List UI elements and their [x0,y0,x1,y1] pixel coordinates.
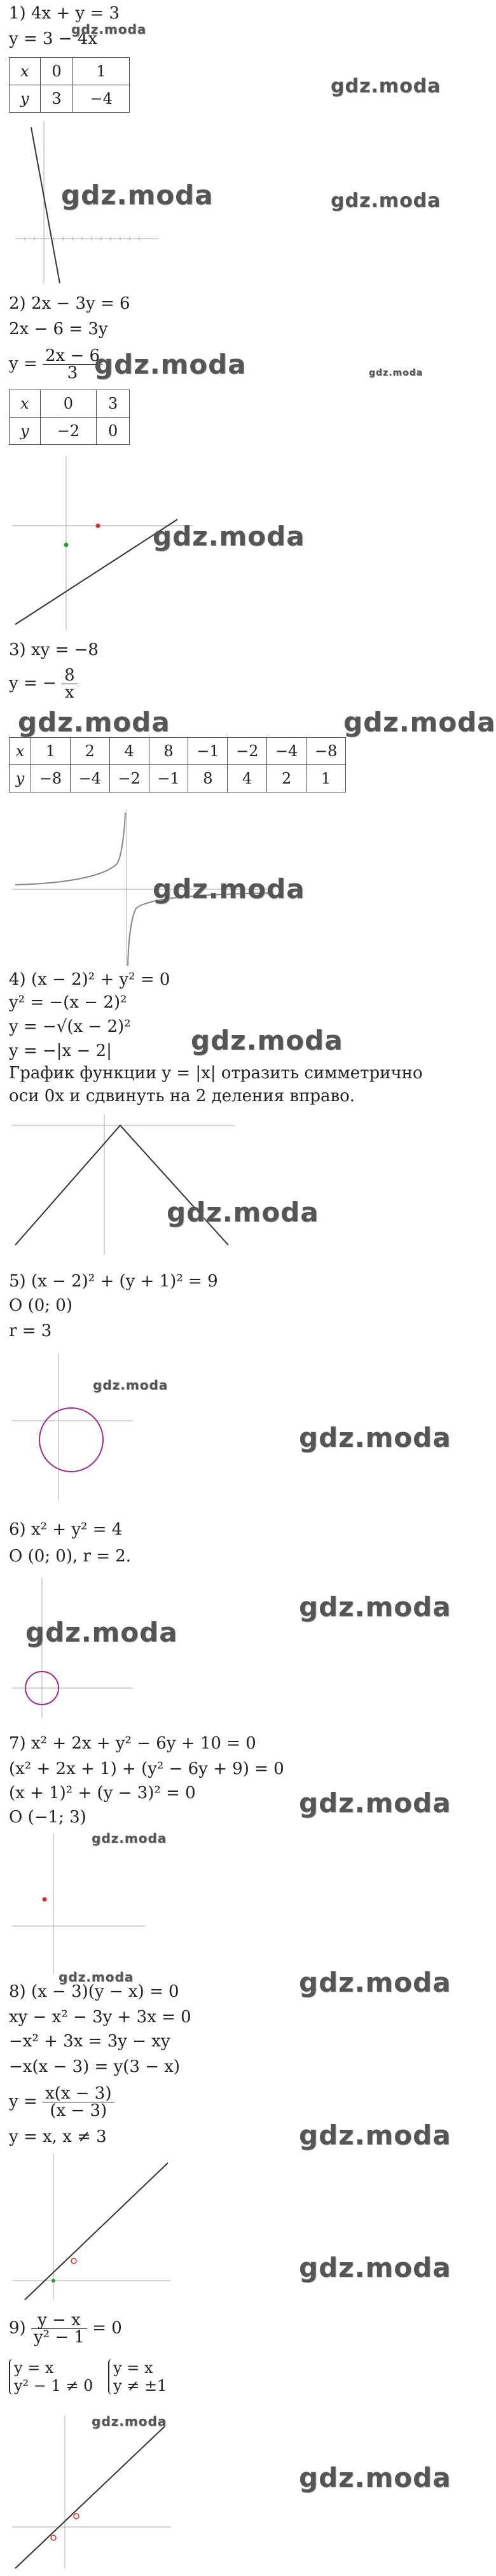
task7-step2: (x + 1)² + (y − 3)² = 0 [9,1784,196,1803]
task2-equation: 2) 2x − 3y = 6 [9,294,130,313]
fraction-numerator: 8 [62,667,78,684]
watermark: gdz.moda [331,190,441,212]
table-cell: 3 [97,390,130,418]
task2-step: 2x − 6 = 3y [9,320,108,339]
task4-graph [9,1111,238,1258]
task8-formula [9,2085,114,2119]
system-line: y = x [14,2359,54,2377]
table-cell: y [10,85,41,113]
task2-formula [9,348,102,381]
fraction [31,2312,87,2346]
table-cell: −2 [109,765,149,792]
fraction [43,2085,114,2119]
table-cell: x [10,58,41,85]
task8-result: y = x, x ≠ 3 [9,2127,107,2146]
table-cell: x [10,738,31,765]
task4-step3: y = −|x − 2| [9,1041,112,1060]
table-cell: 0 [97,418,130,445]
watermark: gdz.moda [299,1422,451,1453]
table-cell: −4 [70,765,109,792]
fraction [43,348,102,381]
task3-equation: 3) xy = −8 [9,640,99,659]
table-cell: 2 [267,765,307,792]
table-cell: −8 [31,765,70,792]
watermark: gdz.moda [61,179,214,211]
task1-equation: 1) 4x + y = 3 [9,4,120,23]
watermark: gdz.moda [331,75,441,97]
formula-lhs: y = − [9,673,57,693]
system-1 [9,2359,93,2395]
fraction-denominator: y² − 1 [33,2328,85,2347]
task7-equation: 7) x² + 2x + y² − 6y + 10 = 0 [9,1734,256,1753]
task4-step2: y = −√(x − 2)² [9,1017,131,1036]
table-cell: 1 [31,738,70,765]
task1-solved: y = 3 − 4x [9,29,98,48]
formula-lhs: y = [9,354,38,374]
fraction-denominator: x [65,683,74,702]
table-cell: −1 [149,765,188,792]
watermark: gdz.moda [343,707,496,738]
table-cell: 1 [73,58,130,85]
table-cell: −8 [307,738,346,765]
system-line: y = x [113,2359,153,2377]
system-line: y ≠ ±1 [113,2377,167,2395]
task5-center: O (0; 0) [9,1296,72,1315]
table-cell: 1 [307,765,346,792]
table-cell: y [10,418,41,445]
task6-center-radius: O (0; 0), r = 2. [9,1547,132,1566]
watermark: gdz.moda [369,368,424,378]
watermark: gdz.moda [167,1197,319,1228]
task3-table [9,737,346,792]
task6-equation: 6) x² + y² = 4 [9,1520,123,1539]
task6-graph [9,1575,136,1721]
equation-rhs: = 0 [92,2318,122,2338]
table-cell: 8 [188,765,228,792]
task7-point: O (−1; 3) [9,1808,86,1827]
task4-equation: 4) (x − 2)² + y² = 0 [9,970,170,989]
table-cell: x [10,390,41,418]
task3-formula [9,667,78,701]
task8-step1: xy − x² − 3y + 3x = 0 [9,2008,191,2027]
task4-step1: y² = −(x − 2)² [9,993,127,1012]
fraction-numerator: y − x [31,2312,87,2329]
table-cell: 0 [40,58,73,85]
watermark: gdz.moda [299,1787,451,1819]
table-cell: 4 [228,765,267,792]
table-cell: 2 [70,738,109,765]
task4-note: График функции y = |x| отразить симметрично оси 0x и сдвинуть на 2 деления вправо. [9,1064,423,1106]
task8-step3: −x(x − 3) = y(3 − x) [9,2057,181,2076]
table-cell: −1 [188,738,228,765]
fraction-denominator: 3 [67,363,78,383]
table-cell: 8 [149,738,188,765]
watermark: gdz.moda [153,521,305,552]
watermark: gdz.moda [299,2462,451,2493]
watermark: gdz.moda [93,1377,169,1393]
table-cell: 0 [40,390,97,418]
table-cell: 4 [109,738,149,765]
table-cell: y [10,765,31,792]
table-cell: −4 [267,738,307,765]
task7-graph [9,1831,149,1977]
fraction-numerator: 2x − 6 [43,348,102,365]
watermark: gdz.moda [299,1591,451,1622]
watermark: gdz.moda [299,1967,451,1998]
task9-systems [9,2359,167,2395]
task8-graph [9,2150,174,2303]
system-2 [108,2359,167,2395]
watermark: gdz.moda [299,2120,451,2151]
task5-radius: r = 3 [9,1321,52,1341]
task8-equation: 8) (x − 3)(y − x) = 0 [9,1982,179,2001]
watermark: gdz.moda [153,873,305,904]
fraction [62,667,78,701]
task9-graph [9,2412,174,2572]
task7-step1: (x² + 2x + 1) + (y² − 6y + 9) = 0 [9,1759,284,1778]
watermark: gdz.moda [92,1831,167,1846]
table-cell: −2 [228,738,267,765]
table-cell: 3 [40,85,73,113]
task2-table [9,390,130,445]
table-cell: −2 [40,418,97,445]
fraction-denominator: (x − 3) [50,2101,107,2120]
task9-equation [9,2312,122,2346]
watermark: gdz.moda [191,1025,343,1056]
task5-graph [9,1351,136,1503]
formula-lhs: y = [9,2092,38,2111]
watermark: gdz.moda [25,1617,178,1648]
task1-table [9,57,130,113]
task8-step2: −x² + 3x = 3y − xy [9,2032,170,2051]
watermark: gdz.moda [59,1969,134,1985]
watermark: gdz.moda [92,2414,167,2429]
watermark: gdz.moda [299,2252,451,2283]
watermark: gdz.moda [18,707,170,738]
watermark: gdz.moda [71,22,147,37]
watermark: gdz.moda [94,349,247,380]
task5-equation: 5) (x − 2)² + (y + 1)² = 9 [9,1272,218,1291]
fraction-numerator: x(x − 3) [43,2085,114,2102]
system-line: y² − 1 ≠ 0 [14,2377,93,2395]
table-cell: −4 [73,85,130,113]
task-number: 9) [9,2318,26,2338]
